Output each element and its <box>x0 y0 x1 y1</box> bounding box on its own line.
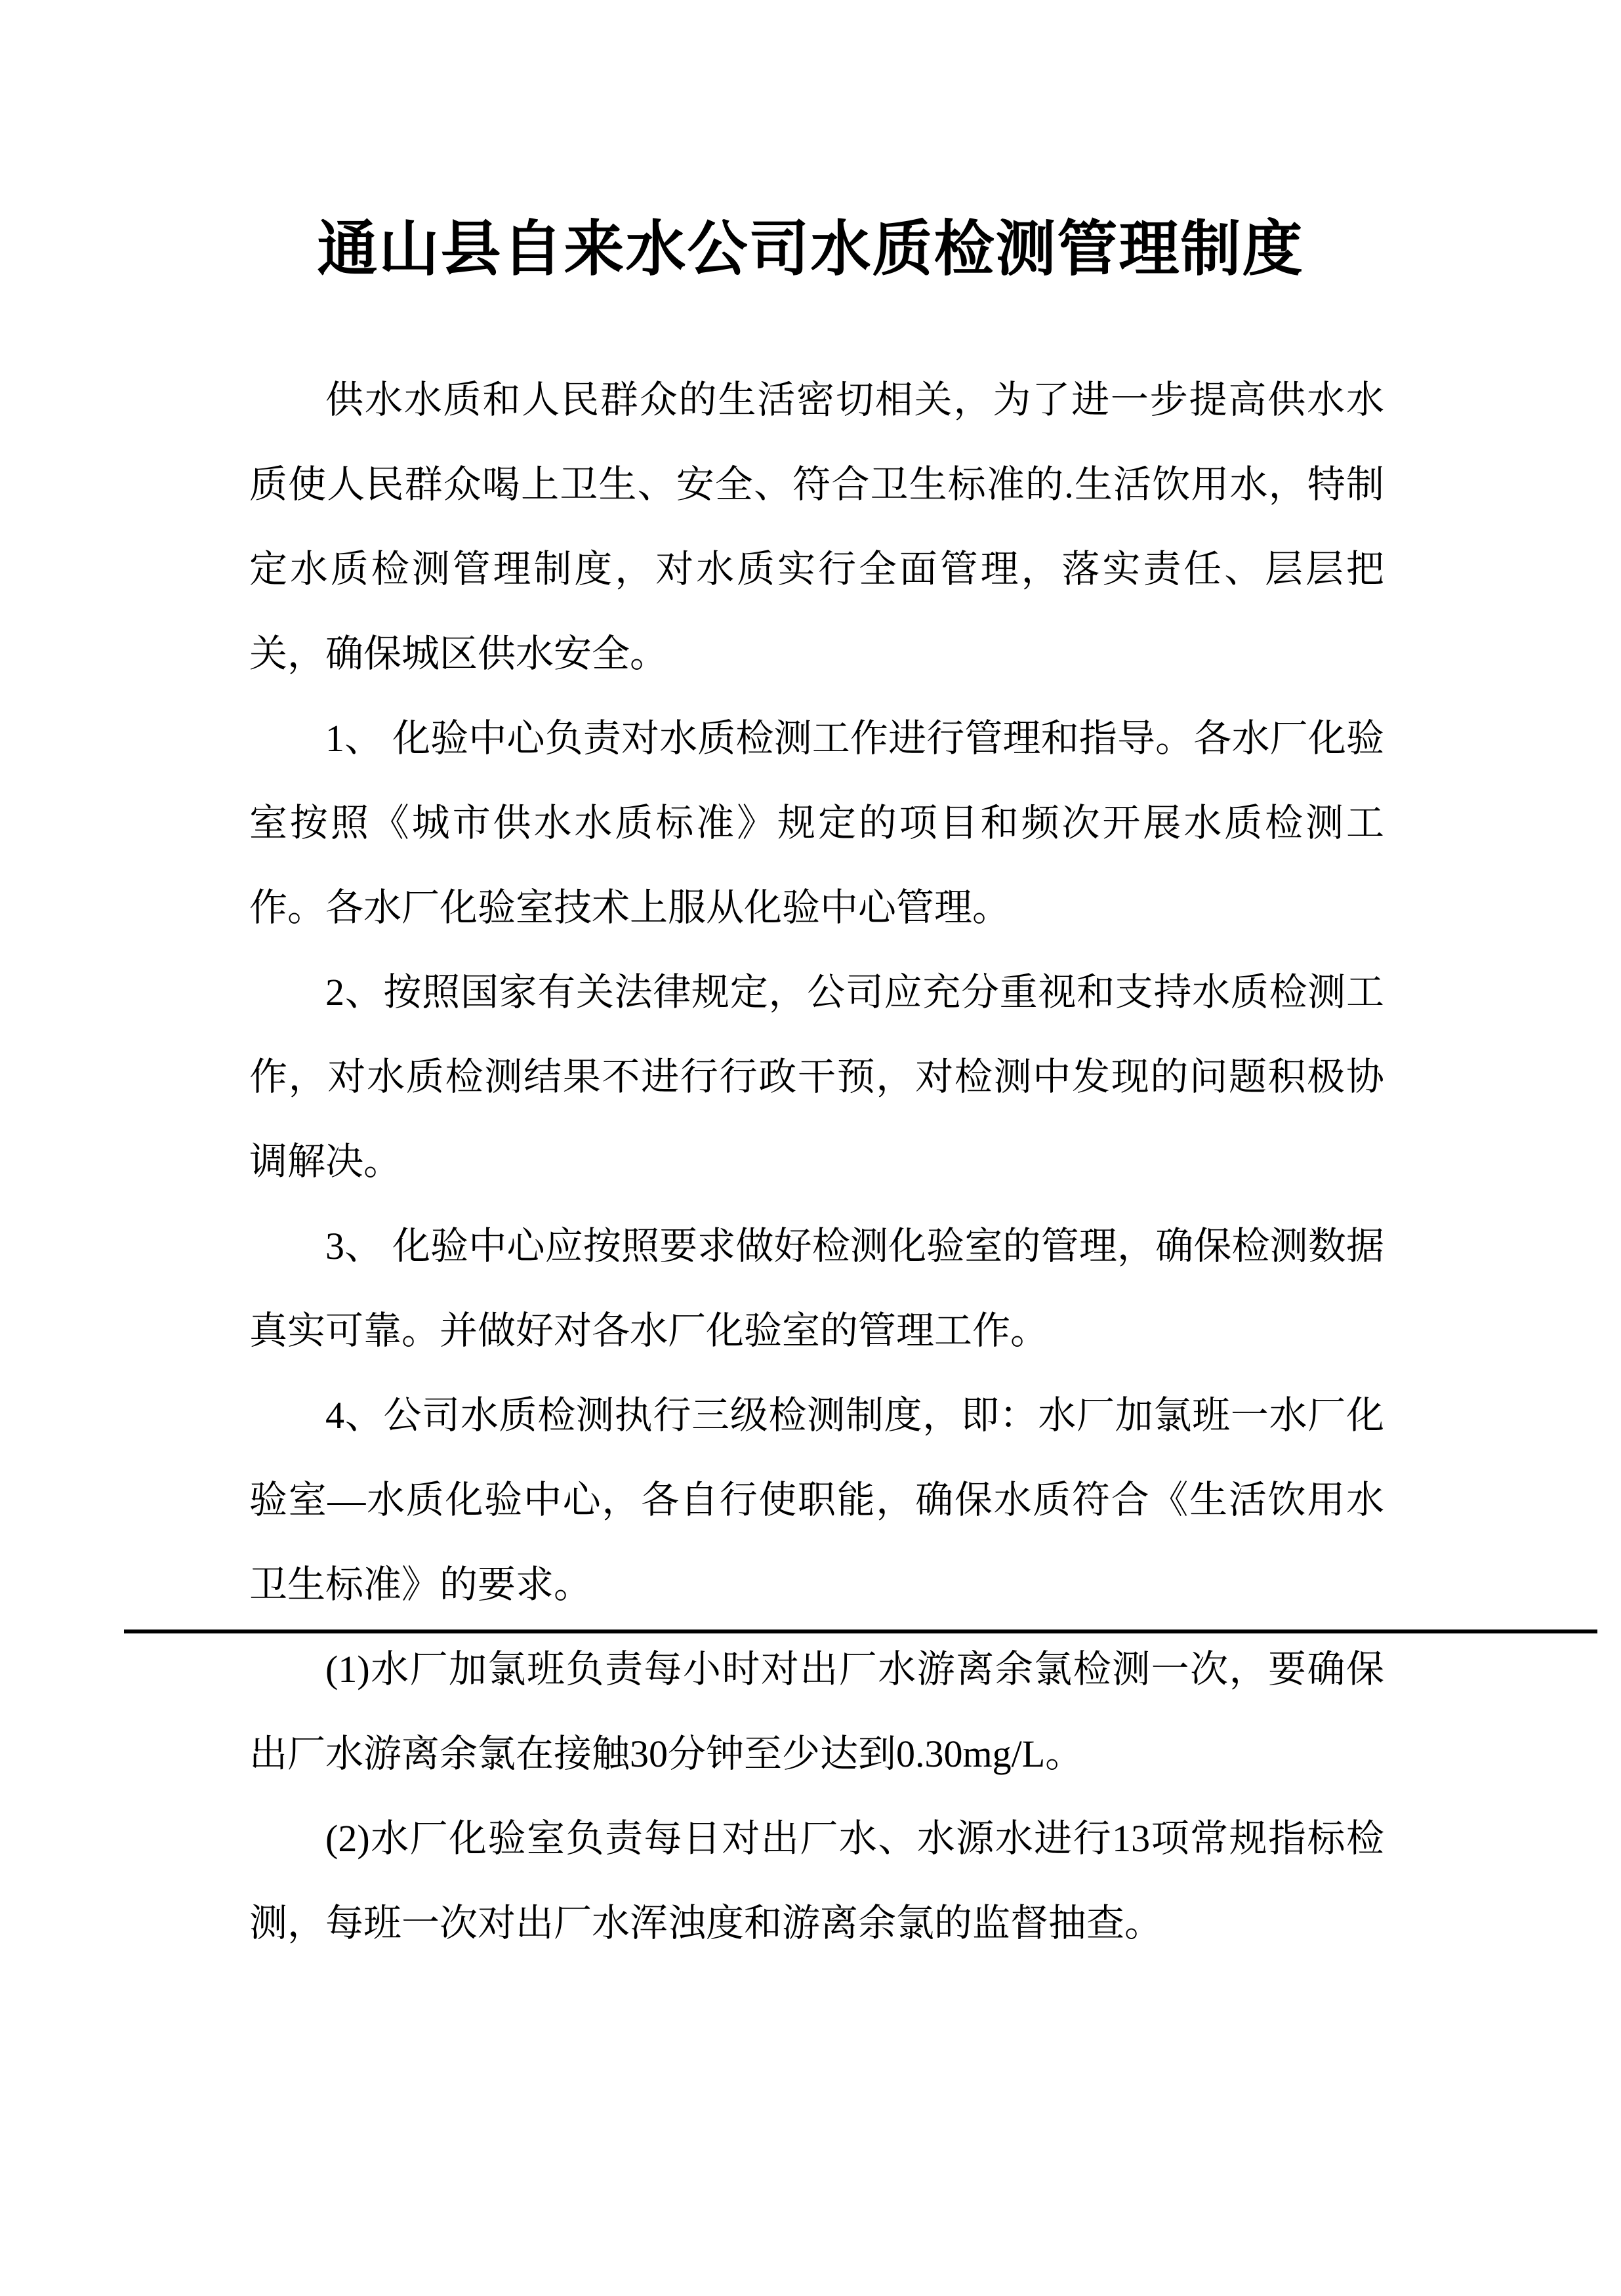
paragraph-item-4: 4、公司水质检测执行三级检测制度，即：水厂加氯班一水厂化验室—水质化验中心，各自行使职能，确保水质符合《生活饮用水卫生标准》的要求。 <box>249 1394 1384 1606</box>
document-body <box>249 358 1384 1965</box>
paragraph-subitem-2: (2)水厂化验室负责每日对出厂水、水源水进行13项常规指标检测，每班一次对出厂水浑浊度和游离余氯的监督抽查。 <box>249 1817 1384 1944</box>
paragraph-item-2: 2、按照国家有关法律规定，公司应充分重视和支持水质检测工作，对水质检测结果不进行行政干预，对检测中发现的问题积极协调解决。 <box>249 971 1384 1183</box>
document-title: 通山县自来水公司水质检测管理制度 <box>317 216 1304 283</box>
horizontal-divider <box>124 1630 1597 1633</box>
paragraph-intro: 供水水质和人民群众的生活密切相关，为了进一步提高供水水质使人民群众喝上卫生、安全、符合卫生标准的.生活饮用水，特制定水质检测管理制度，对水质实行全面管理，落实责任、层层把关，确保城区供水安全。 <box>249 379 1384 675</box>
paragraph-item-1: 1、 化验中心负责对水质检测工作进行管理和指导。各水厂化验室按照《城市供水水质标准》规定的项目和频次开展水质检测工作。各水厂化验室技术上服从化验中心管理。 <box>249 717 1384 929</box>
paragraph-subitem-1: (1)水厂加氯班负责每小时对出厂水游离余氯检测一次，要确保出厂水游离余氯在接触30分钟至少达到0.30mg/L。 <box>249 1648 1384 1775</box>
paragraph-item-3: 3、 化验中心应按照要求做好检测化验室的管理，确保检测数据真实可靠。并做好对各水厂化验室的管理工作。 <box>249 1225 1384 1352</box>
